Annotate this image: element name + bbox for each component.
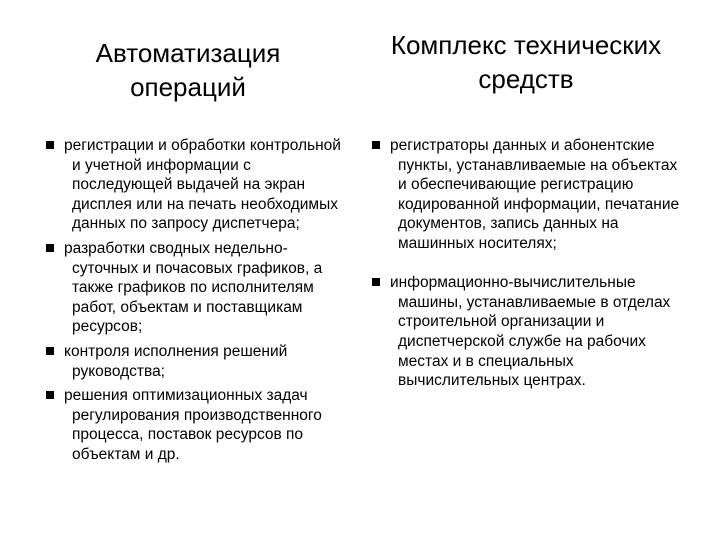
list-item (46, 342, 346, 381)
left-bullet-list (46, 136, 346, 470)
list-item (372, 136, 682, 254)
list-item (46, 386, 346, 464)
list-item-text: регистраторы данных и абонентские пункты, устанавливаемые на объектах и обеспечивающие регистрацию кодированной информации, печатание документов, запись данных на машинных носителях; (390, 137, 680, 252)
list-item (46, 136, 346, 234)
square-bullet-icon (46, 244, 54, 252)
square-bullet-icon (46, 391, 54, 399)
list-item-text: контроля исполнения решений руководства; (64, 342, 288, 380)
list-item-text: разработки сводных недельно-суточных и почасовых графиков, а также графиков по исполнителям работ, объектам и поставщикам ресурсов; (64, 239, 323, 336)
left-column-title: Автоматизация операций (95, 38, 281, 102)
list-item (372, 273, 682, 391)
square-bullet-icon (372, 141, 380, 149)
right-bullet-list (372, 136, 682, 396)
list-item-text: решения оптимизационных задач регулирования производственного процесса, поставок ресурсов по объектам и др. (64, 387, 322, 463)
list-item (46, 239, 346, 337)
square-bullet-icon (372, 278, 380, 286)
right-column-title: Комплекс технических средств (390, 30, 662, 94)
square-bullet-icon (46, 141, 54, 149)
list-item-text: регистрации и обработки контрольной и учетной информации с последующей выдачей на экран дисплея или на печать необходимых данных по запросу диспетчера; (64, 137, 341, 233)
list-item-text: информационно-вычислительные машины, устанавливаемые в отделах строительной организации и диспетчерской службе на рабочих местах и в специальных вычислительных центрах. (390, 274, 671, 390)
square-bullet-icon (46, 347, 54, 355)
